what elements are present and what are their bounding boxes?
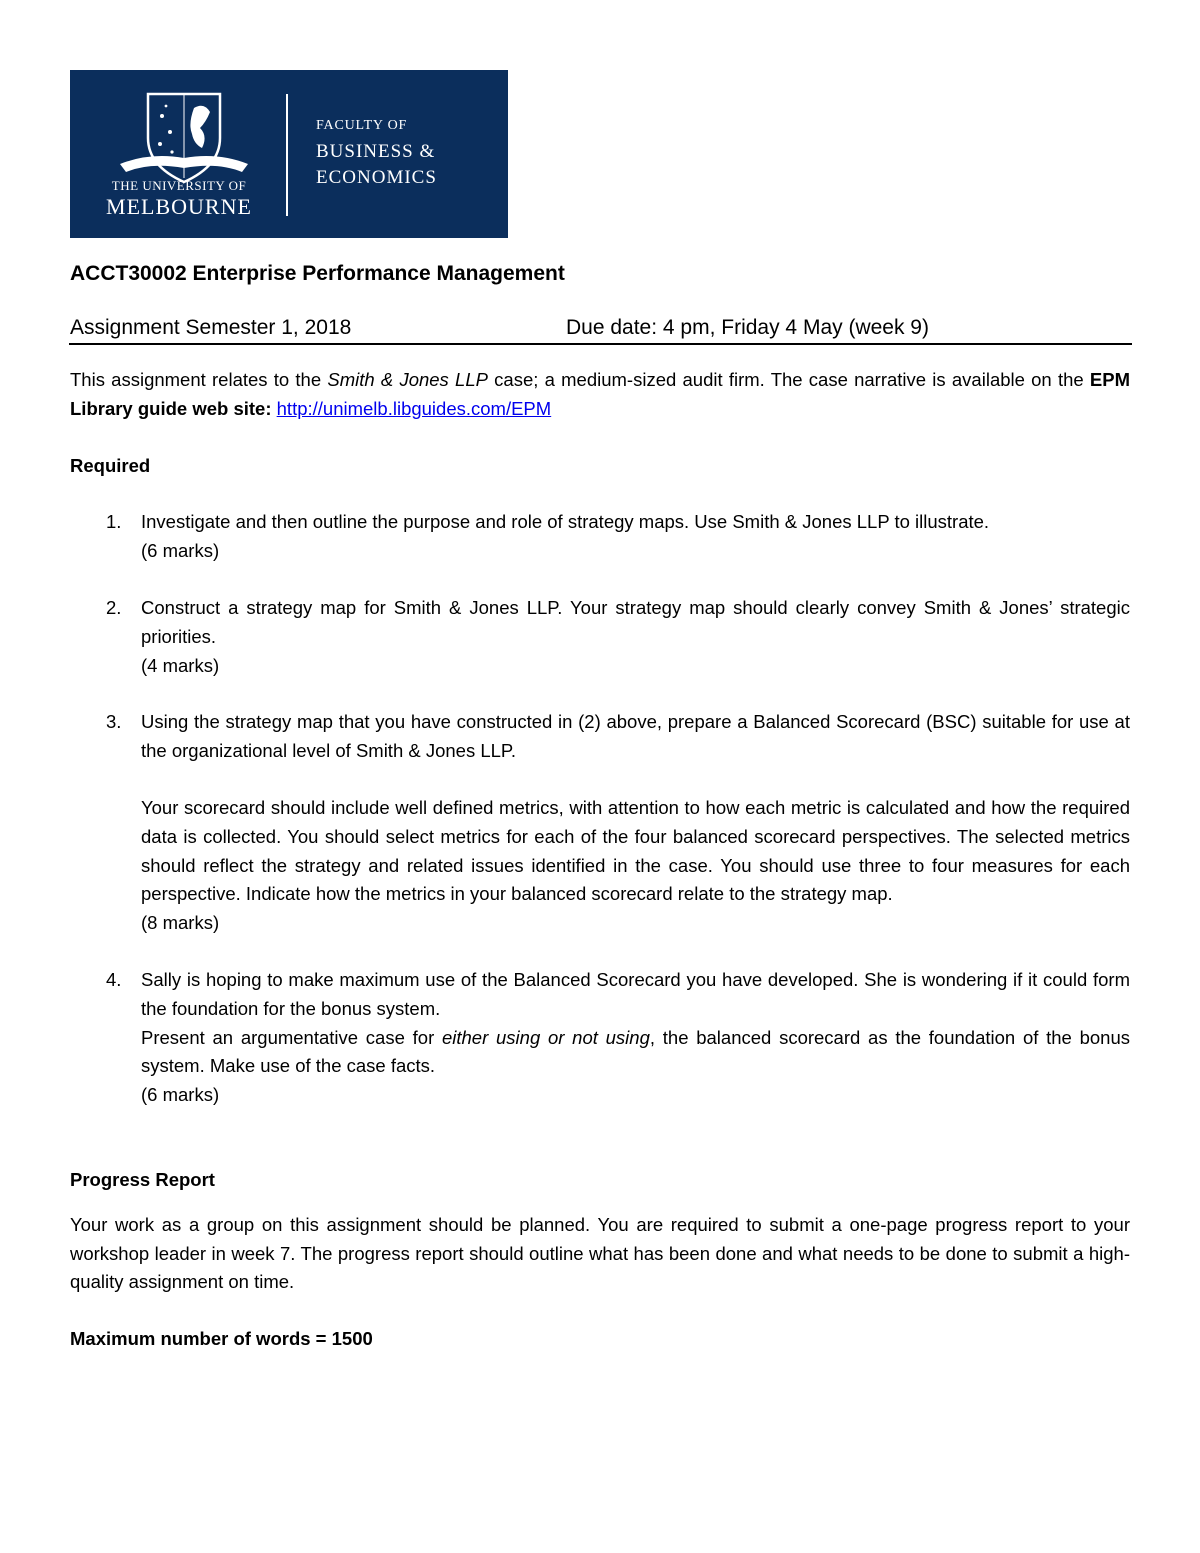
university-crest-icon	[114, 88, 254, 192]
faculty-line-2: BUSINESS &	[316, 141, 436, 162]
q4-text-italic: either using or not using	[441, 1026, 650, 1048]
question-number: 3.	[106, 711, 122, 733]
question-number: 1.	[106, 511, 122, 533]
epm-guide-link[interactable]: http://unimelb.libguides.com/EPM	[276, 397, 552, 419]
university-logo	[70, 70, 508, 238]
question-marks: (8 marks)	[141, 912, 220, 934]
guide-label: EPM Library guide web site:	[70, 369, 1130, 419]
intro-paragraph	[70, 366, 1130, 424]
question-item	[70, 966, 1130, 1110]
intro-text-1: This assignment relates to the	[70, 369, 328, 390]
header-rule	[69, 343, 1132, 345]
question-marks: (6 marks)	[141, 540, 220, 562]
course-title: ACCT30002 Enterprise Performance Management	[70, 262, 565, 285]
question-text: Construct a strategy map for Smith & Jones LLP. Your strategy map should clearly convey Smith & Jones’ strategic priorities.	[141, 596, 1130, 647]
question-text: Investigate and then outline the purpose and role of strategy maps. Use Smith & Jones LLP to illustrate.	[141, 511, 990, 533]
intro-text-2: case; a medium-sized audit firm. The case narrative is available on the	[487, 369, 1090, 390]
question-number: 2.	[106, 596, 122, 618]
question-item	[70, 594, 1130, 680]
due-date: Due date: 4 pm, Friday 4 May (week 9)	[566, 316, 929, 339]
university-name-text: MELBOURNE	[106, 194, 252, 219]
faculty-line-1: FACULTY OF	[316, 118, 408, 133]
faculty-line-3: ECONOMICS	[316, 167, 437, 188]
progress-paragraph: Your work as a group on this assignment should be planned. You are required to submit a one-page progress report to your workshop leader in week 7. The progress report should outline what has been done and what needs to be done to submit a high-quality assignment on time.	[70, 1213, 1130, 1293]
case-name: Smith & Jones LLP	[327, 369, 488, 390]
progress-heading: Progress Report	[70, 1168, 215, 1190]
q4-text-b: , the balanced scorecard as the foundation of the bonus system. Make use of the case facts.	[141, 1026, 1130, 1077]
question-marks: (6 marks)	[141, 1084, 220, 1106]
question-item	[70, 708, 1130, 938]
university-of-text: THE UNIVERSITY OF	[111, 178, 247, 193]
question-text: Sally is hoping to make maximum use of the Balanced Scorecard you have developed. She is wondering if it could form the foundation for the bonus system.	[141, 968, 1130, 1019]
q4-text-a: Present an argumentative case for	[141, 1026, 442, 1048]
document-body	[70, 366, 1130, 1354]
logo-divider	[286, 94, 288, 216]
question-list	[70, 508, 1130, 1110]
question-number: 4.	[106, 968, 122, 990]
assignment-semester: Assignment Semester 1, 2018	[70, 316, 352, 339]
question-marks: (4 marks)	[141, 654, 220, 676]
question-text: Using the strategy map that you have constructed in (2) above, prepare a Balanced Scorecard (BSC) suitable for use at the organizational level of Smith & Jones LLP.	[141, 711, 1130, 762]
question-item	[70, 508, 1130, 566]
question-text-continued	[141, 1024, 1130, 1082]
question-text-continued: Your scorecard should include well defined metrics, with attention to how each metric is calculated and how the required data is collected. You should select metrics for each of the four balanced scorecard perspectives. The selected metrics should reflect the strategy and related issues identified in the case. You should use three to four measures for each perspective. Indicate how the metrics in your balanced scorecard relate to the strategy map.	[141, 796, 1130, 905]
word-limit: Maximum number of words = 1500	[70, 1328, 373, 1350]
required-heading: Required	[70, 454, 151, 476]
